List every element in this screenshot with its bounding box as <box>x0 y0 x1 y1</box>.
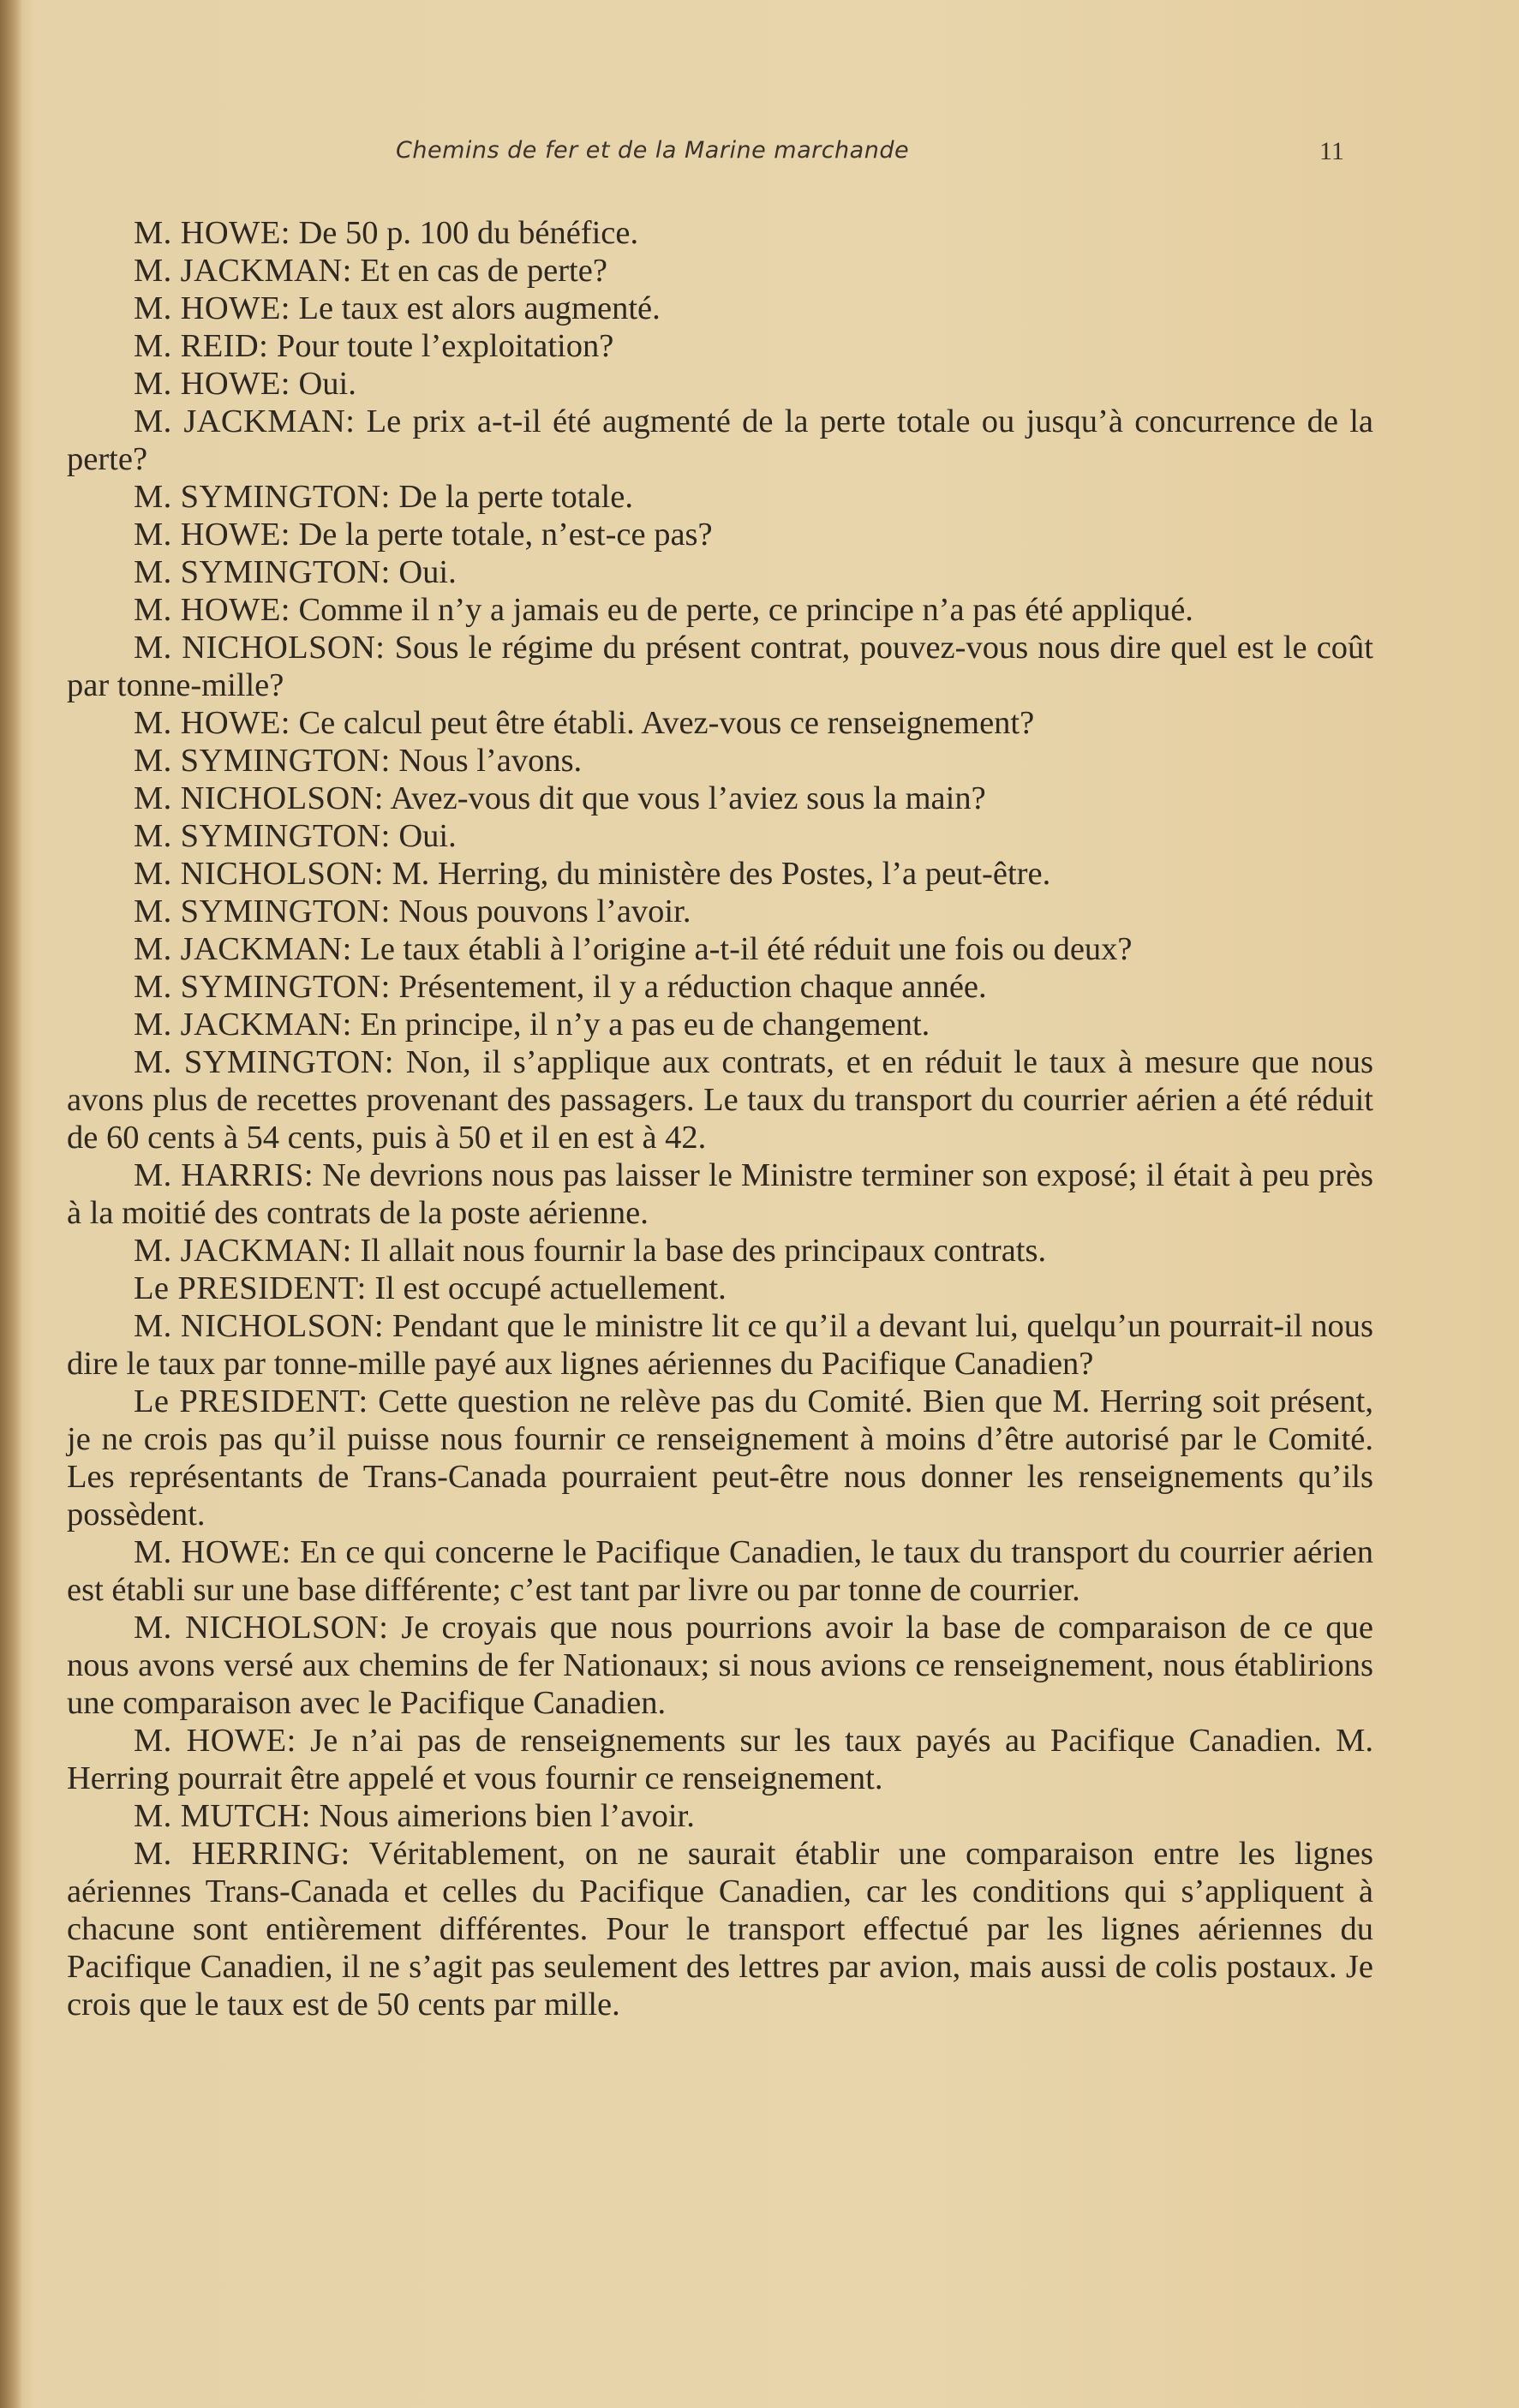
speech-text: Il est occupé actuellement. <box>374 1270 727 1306</box>
speaker-name: M. HOWE: <box>134 705 290 741</box>
speaker-name: M. HOWE: <box>134 517 290 553</box>
speech-text: Comme il n’y a jamais eu de perte, ce principe n’a pas été appliqué. <box>298 592 1193 628</box>
speaker-name: M. MUTCH: <box>134 1798 311 1834</box>
page-header <box>0 137 1519 171</box>
speech-text: Nous aimerions bien l’avoir. <box>319 1798 695 1834</box>
speech-text: Oui. <box>398 554 457 590</box>
transcript-paragraph <box>67 1533 1373 1609</box>
speech-text: Je n’ai pas de renseignements sur les taux payés au Pacifique Canadien. M. Herring pourrait être appelé et vous fournir ce renseignement. <box>67 1723 1373 1796</box>
transcript-paragraph <box>67 403 1373 478</box>
speaker-name: M. HOWE: <box>134 290 290 326</box>
speaker-name: Le PRESIDENT: <box>134 1270 367 1306</box>
speech-text: Oui. <box>298 366 356 402</box>
transcript-paragraph <box>67 214 1373 252</box>
speech-text: Ne devrions nous pas laisser le Ministre terminer son exposé; il était à peu près à la moitié des contrats de la poste aérienne. <box>67 1157 1373 1231</box>
speaker-name: M. NICHOLSON: <box>134 1610 389 1646</box>
transcript-paragraph <box>67 1156 1373 1232</box>
speaker-name: M. SYMINGTON: <box>134 818 391 854</box>
transcript-paragraph <box>67 1006 1373 1043</box>
transcript-paragraph <box>67 553 1373 591</box>
speaker-name: M. HOWE: <box>134 592 290 628</box>
transcript-paragraph <box>67 516 1373 553</box>
transcript-paragraph <box>67 1232 1373 1270</box>
speaker-name: M. HOWE: <box>134 215 290 251</box>
page-number: 11 <box>1319 137 1344 165</box>
speech-text: Le prix a-t-il été augmenté de la perte totale ou jusqu’à concurrence de la perte? <box>67 403 1373 477</box>
transcript-body <box>67 214 1373 2023</box>
speaker-name: M. HOWE: <box>134 1723 296 1759</box>
transcript-paragraph <box>67 290 1373 327</box>
speech-text: Ce calcul peut être établi. Avez-vous ce renseignement? <box>298 705 1035 741</box>
transcript-paragraph <box>67 893 1373 930</box>
transcript-paragraph <box>67 1835 1373 2023</box>
transcript-paragraph <box>67 1609 1373 1722</box>
speech-text: En ce qui concerne le Pacifique Canadien, le taux du transport du courrier aérien est établi sur une base différente; c’est tant par livre ou par tonne de courrier. <box>67 1534 1374 1608</box>
speech-text: Et en cas de perte? <box>360 253 607 289</box>
transcript-paragraph <box>67 968 1373 1006</box>
speaker-name: Le PRESIDENT: <box>134 1383 368 1419</box>
speaker-name: M. JACKMAN: <box>134 1233 352 1269</box>
transcript-paragraph <box>67 629 1373 704</box>
speaker-name: M. SYMINGTON: <box>134 893 391 929</box>
transcript-paragraph <box>67 327 1373 365</box>
speech-text: Pendant que le ministre lit ce qu’il a devant lui, quelqu’un pourrait-il nous dire le taux par tonne-mille payé aux lignes aériennes du Pacifique Canadien? <box>67 1308 1374 1382</box>
transcript-paragraph <box>67 1722 1373 1797</box>
speaker-name: M. NICHOLSON: <box>134 780 384 816</box>
transcript-paragraph <box>67 1383 1373 1533</box>
transcript-paragraph <box>67 704 1373 742</box>
speaker-name: M. NICHOLSON: <box>134 1308 385 1344</box>
transcript-paragraph <box>67 591 1373 629</box>
speaker-name: M. REID: <box>134 328 269 364</box>
speech-text: De la perte totale, n’est-ce pas? <box>298 517 713 553</box>
transcript-paragraph <box>67 817 1373 855</box>
speech-text: Il allait nous fournir la base des principaux contrats. <box>360 1233 1047 1269</box>
speaker-name: M. SYMINGTON: <box>134 1044 394 1080</box>
speech-text: Non, il s’applique aux contrats, et en réduit le taux à mesure que nous avons plus de recettes provenant des passagers. Le taux du transport du courrier aérien a été réduit de 60 cents à 54 cents, puis à 50 et il en est à 42. <box>67 1044 1373 1156</box>
transcript-paragraph <box>67 742 1373 780</box>
speaker-name: M. SYMINGTON: <box>134 969 391 1005</box>
speech-text: Le taux établi à l’origine a-t-il été réduit une fois ou deux? <box>360 931 1133 967</box>
speech-text: Oui. <box>398 818 457 854</box>
speech-text: Présentement, il y a réduction chaque année. <box>398 969 987 1005</box>
transcript-paragraph <box>67 365 1373 403</box>
speech-text: De la perte totale. <box>398 479 633 515</box>
speech-text: Le taux est alors augmenté. <box>298 290 661 326</box>
running-title: Chemins de fer et de la Marine marchande <box>396 137 910 164</box>
speaker-name: M. SYMINGTON: <box>134 479 391 515</box>
transcript-paragraph <box>67 478 1373 516</box>
speech-text: Sous le régime du présent contrat, pouvez-vous nous dire quel est le coût par tonne-mille? <box>67 630 1374 703</box>
transcript-paragraph <box>67 1270 1373 1307</box>
transcript-paragraph <box>67 1307 1373 1383</box>
speaker-name: M. JACKMAN: <box>134 1007 352 1043</box>
speech-text: Nous pouvons l’avoir. <box>398 893 691 929</box>
speaker-name: M. NICHOLSON: <box>134 630 386 666</box>
speech-text: Pour toute l’exploitation? <box>276 328 614 364</box>
speaker-name: M. SYMINGTON: <box>134 743 391 779</box>
speaker-name: M. SYMINGTON: <box>134 554 391 590</box>
transcript-paragraph <box>67 930 1373 968</box>
speech-text: En principe, il n’y a pas eu de changement. <box>360 1007 930 1043</box>
speech-text: Je croyais que nous pourrions avoir la base de comparaison de ce que nous avons versé aux chemins de fer Nationaux; si nous avions ce renseignement, nous établirions une comparaison avec le Pacifique Canadien. <box>67 1610 1374 1721</box>
speech-text: Cette question ne relève pas du Comité. Bien que M. Herring soit présent, je ne crois pas qu’il puisse nous fournir ce renseignement à moins d’être autorisé par le Comité. Les représentants de Trans-Canada pourraient peut-être nous donner les renseignements qu’ils possèdent. <box>67 1383 1374 1533</box>
speaker-name: M. HARRIS: <box>134 1157 314 1193</box>
speaker-name: M. HOWE: <box>134 366 290 402</box>
speaker-name: M. HERRING: <box>134 1836 350 1872</box>
speaker-name: M. JACKMAN: <box>134 253 352 289</box>
transcript-paragraph <box>67 1797 1373 1835</box>
speech-text: Véritablement, on ne saurait établir une comparaison entre les lignes aériennes Trans-Canada et celles du Pacifique Canadien, car les conditions qui s’appliquent à chacune sont entièrement différentes. Pour le transport effectué par les lignes aériennes du Pacifique Canadien, il ne s’agit pas seulement des lettres par avion, mais aussi de colis postaux. Je crois que le taux est de 50 cents par mille. <box>67 1836 1373 2023</box>
speaker-name: M. JACKMAN: <box>134 931 352 967</box>
speech-text: M. Herring, du ministère des Postes, l’a peut-être. <box>392 856 1051 892</box>
speech-text: Avez-vous dit que vous l’aviez sous la main? <box>390 780 986 816</box>
page-binding-edge <box>0 0 22 2408</box>
speech-text: De 50 p. 100 du bénéfice. <box>298 215 639 251</box>
speech-text: Nous l’avons. <box>398 743 583 779</box>
transcript-paragraph <box>67 780 1373 817</box>
speaker-name: M. JACKMAN: <box>134 403 356 439</box>
transcript-paragraph <box>67 1043 1373 1156</box>
transcript-paragraph <box>67 252 1373 290</box>
speaker-name: M. HOWE: <box>134 1534 291 1570</box>
speaker-name: M. NICHOLSON: <box>134 856 384 892</box>
transcript-paragraph <box>67 855 1373 893</box>
